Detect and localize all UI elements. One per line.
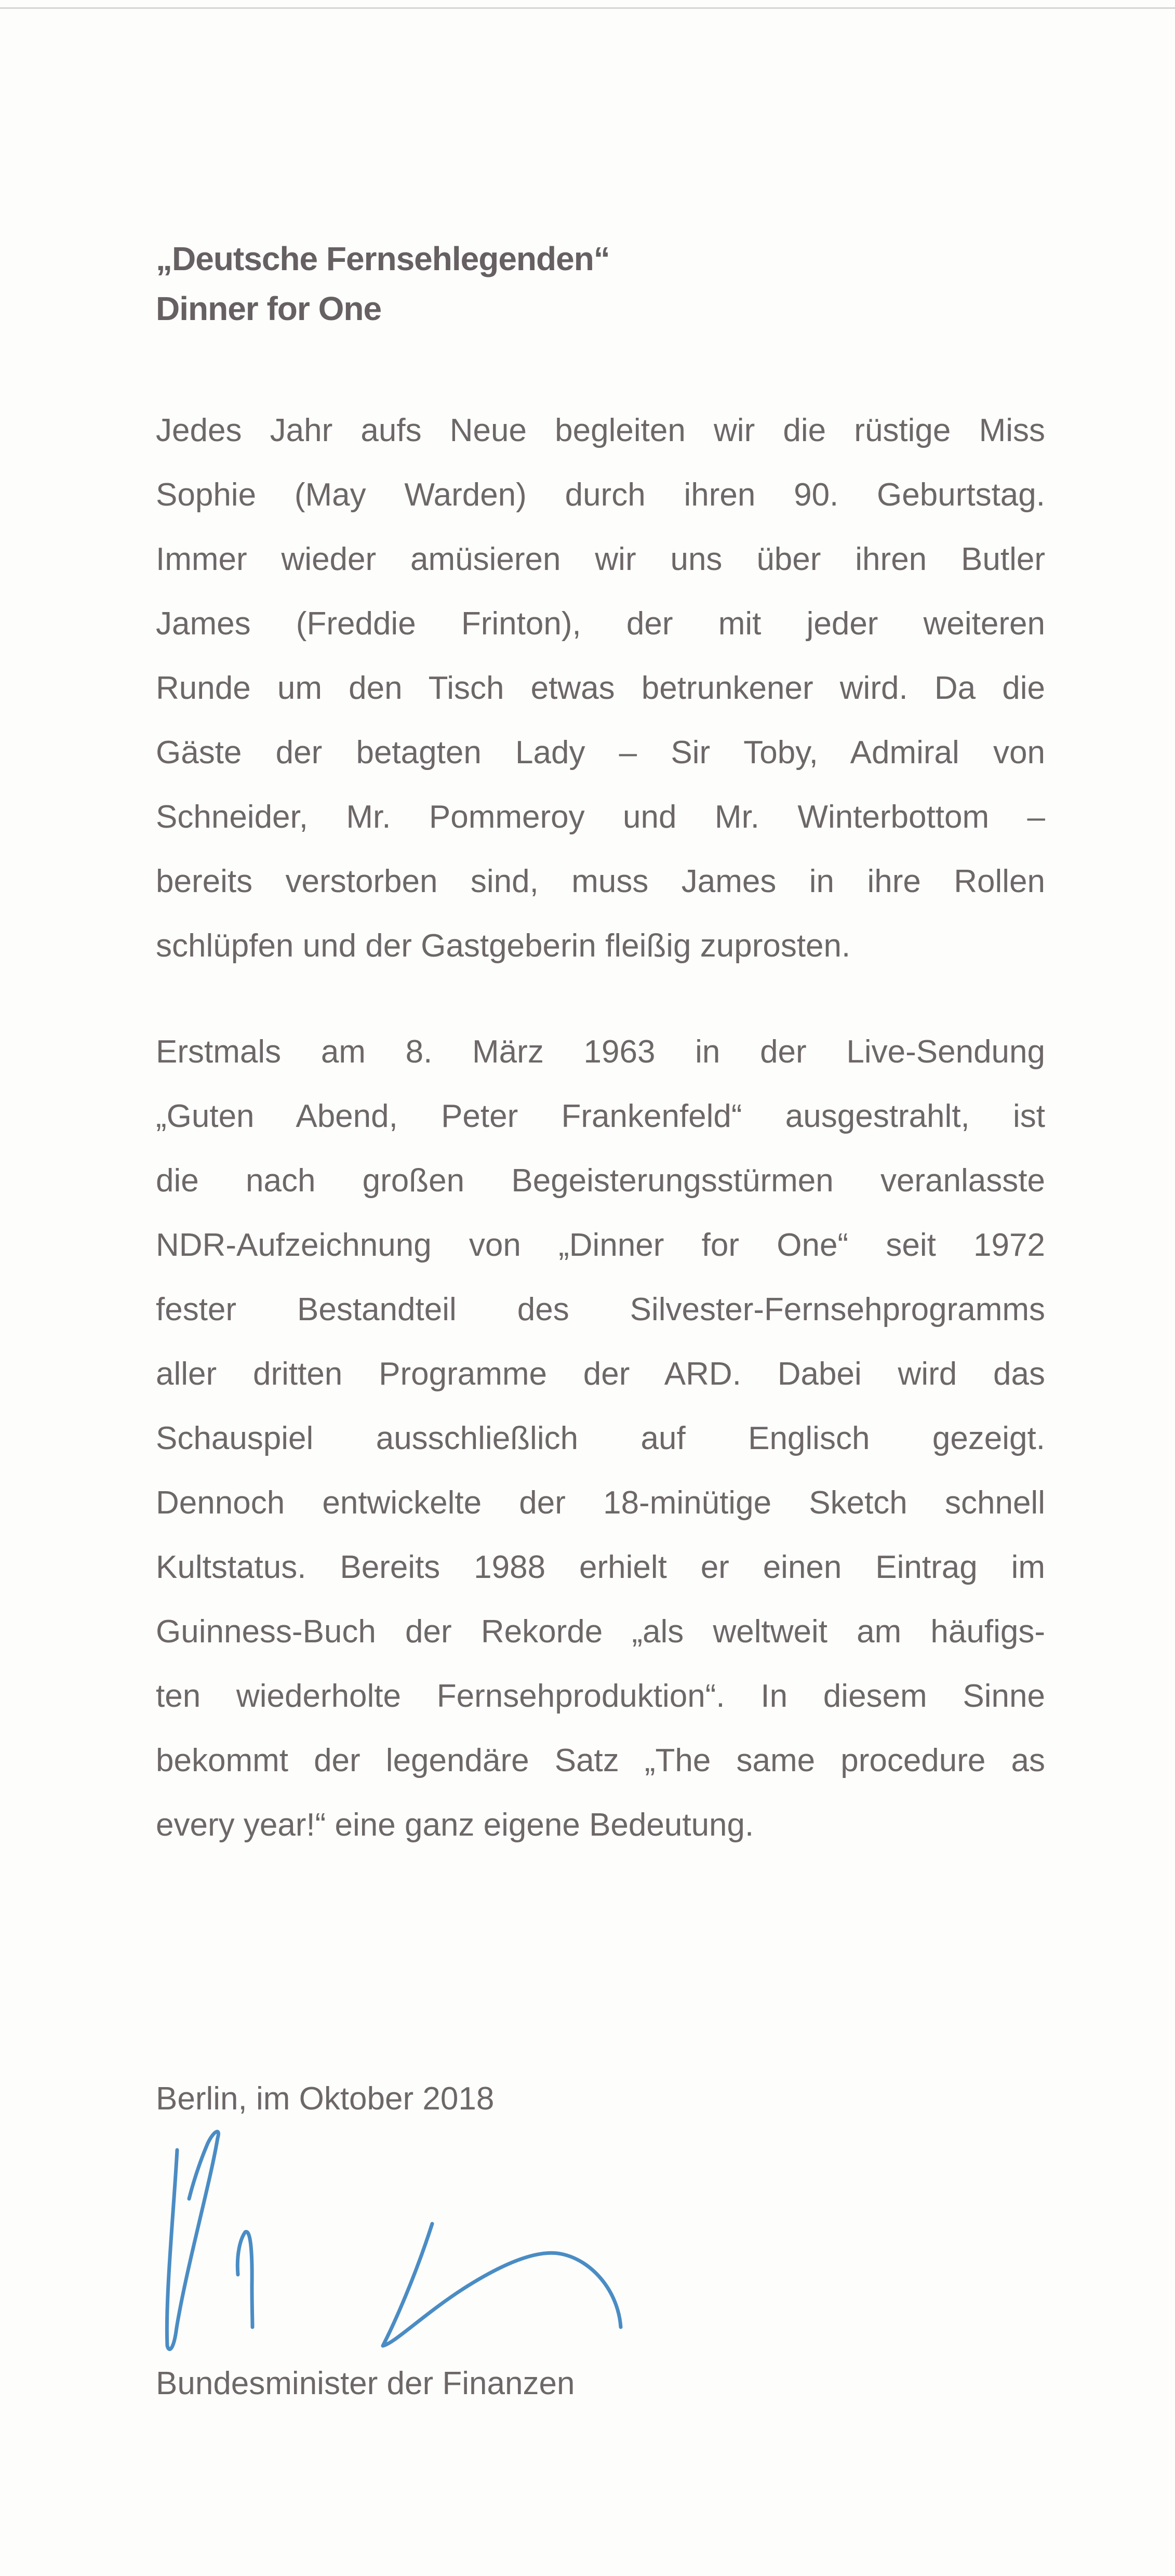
text-line: Immer wieder amüsieren wir uns über ihren Butler [156,541,1045,577]
text-line: „Guten Abend, Peter Frankenfeld“ ausgestrahlt, ist [156,1098,1045,1134]
paragraph-2 [156,1020,1045,1857]
place-date: Berlin, im Oktober 2018 [156,2081,495,2117]
text-line: fester Bestandteil des Silvester-Fernsehprogramms [156,1292,1045,1327]
text-line: Erstmals am 8. März 1963 in der Live-Sendung [156,1034,1045,1070]
text-line: Schneider, Mr. Pommeroy und Mr. Winterbottom – [156,799,1045,835]
text-line: bekommt der legendäre Satz „The same procedure as [156,1743,1045,1778]
subject-title: Dinner for One [156,290,382,327]
text-line: aller dritten Programme der ARD. Dabei wird das [156,1356,1045,1392]
text-line: bereits verstorben sind, muss James in ihre Rollen [156,864,1045,899]
text-line: NDR-Aufzeichnung von „Dinner for One“ seit 1972 [156,1227,1045,1263]
signature-stroke-3 [383,2224,621,2346]
text-line: Runde um den Tisch etwas betrunkener wird. Da die [156,670,1045,706]
document-title [156,234,610,334]
signature-stroke-2 [237,2232,252,2327]
text-line: every year!“ eine ganz eigene Bedeutung. [156,1807,754,1843]
page-edge-line [0,7,1175,9]
text-line: Guinness-Buch der Rekorde „als weltweit am häufigs- [156,1614,1045,1650]
signatory-role: Bundesminister der Finanzen [156,2366,575,2401]
text-line: Dennoch entwickelte der 18-minütige Sketch schnell [156,1485,1045,1521]
text-line: Sophie (May Warden) durch ihren 90. Geburtstag. [156,477,1045,513]
text-line: Kultstatus. Bereits 1988 erhielt er einen Eintrag im [156,1549,1045,1585]
text-line: James (Freddie Frinton), der mit jeder weiteren [156,606,1045,642]
signature-stroke-1 [167,2132,218,2349]
text-line: die nach großen Begeisterungsstürmen veranlasste [156,1163,1045,1199]
text-line: schlüpfen und der Gastgeberin fleißig zuprosten. [156,928,851,964]
text-line: ten wiederholte Fernsehproduktion“. In diesem Sinne [156,1678,1045,1714]
text-line: Schauspiel ausschließlich auf Englisch gezeigt. [156,1420,1045,1456]
text-line: Jedes Jahr aufs Neue begleiten wir die rüstige Miss [156,413,1045,448]
series-title: „Deutsche Fernsehlegenden“ [156,240,610,277]
paragraph-1 [156,399,1045,978]
text-line: Gäste der betagten Lady – Sir Toby, Admiral von [156,735,1045,771]
